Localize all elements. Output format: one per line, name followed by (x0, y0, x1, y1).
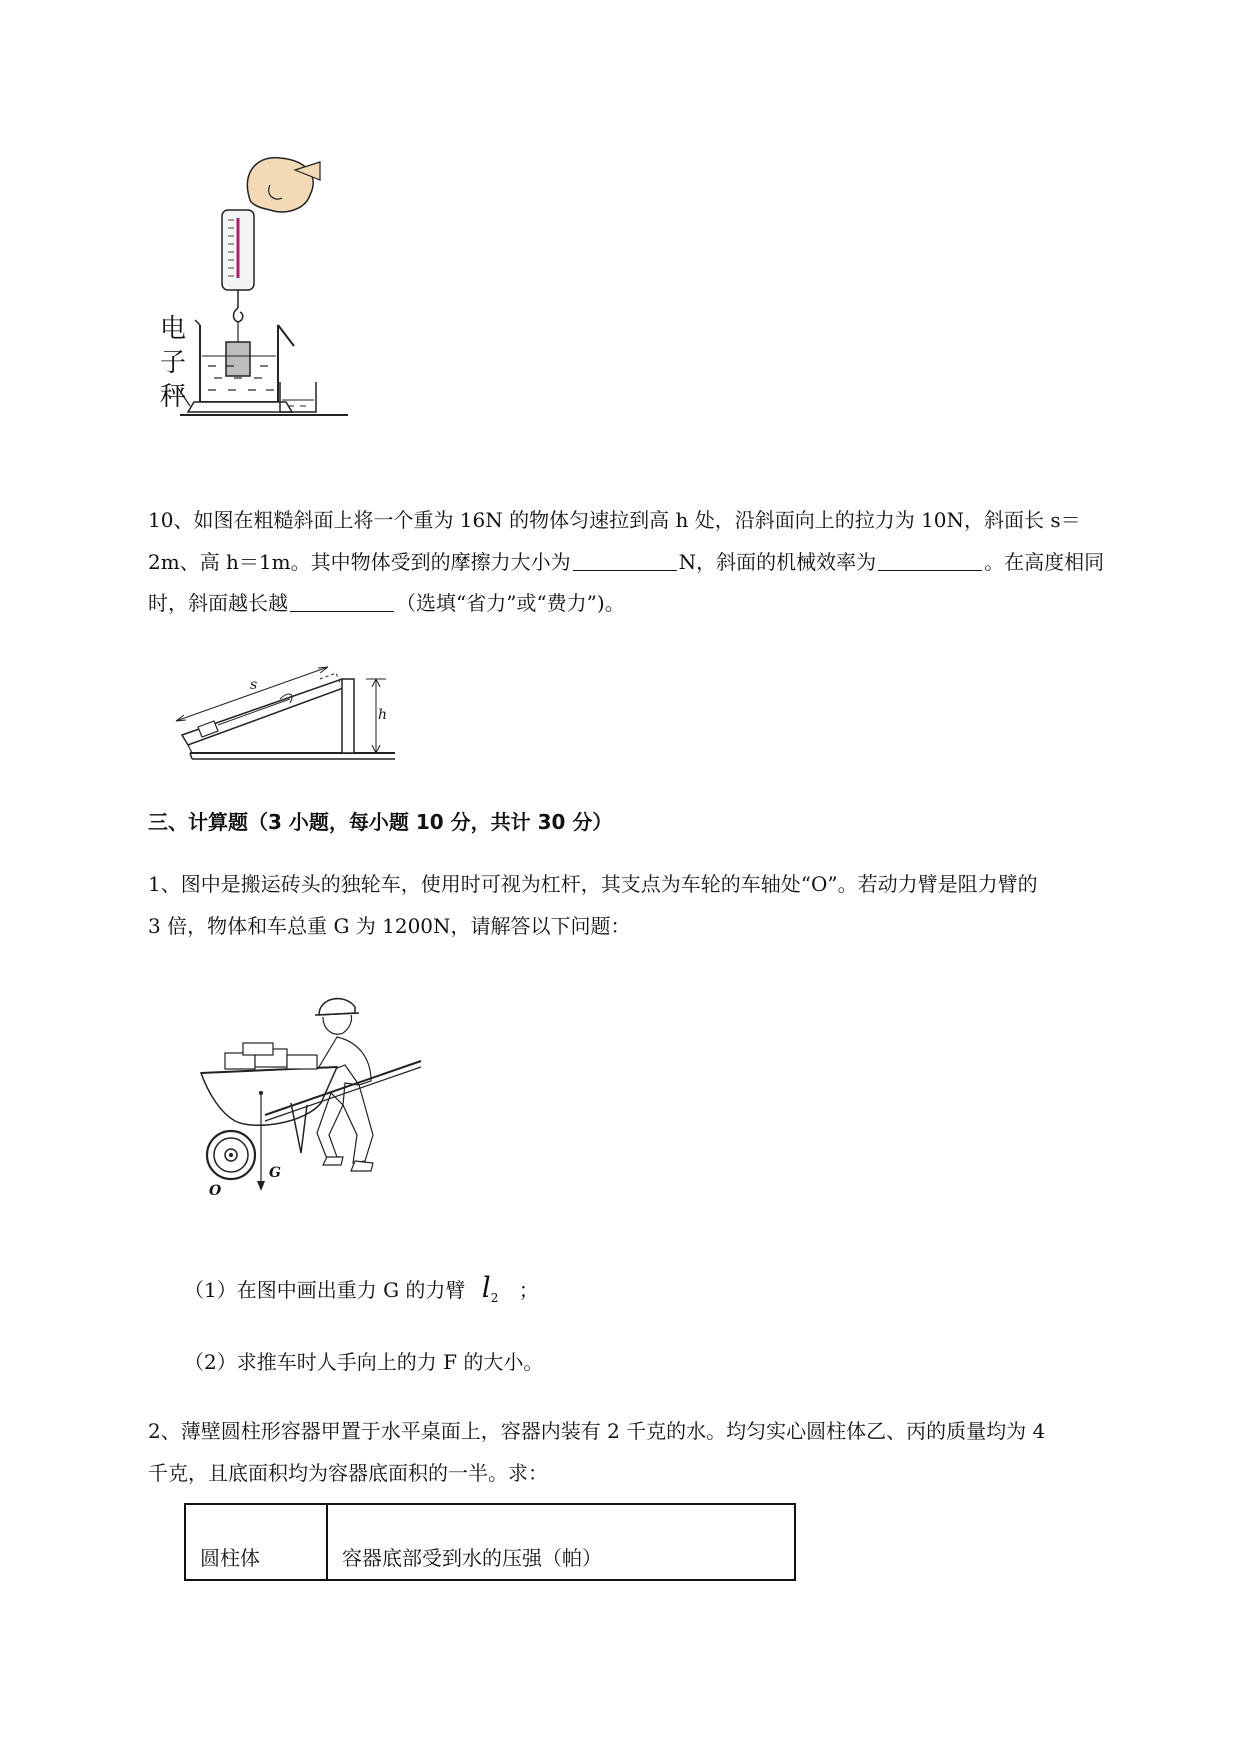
q10-text: N，斜面的机械效率为 (678, 550, 877, 574)
table-header-pressure: 容器底部受到水的压强（帕） (327, 1504, 795, 1580)
q10-line3 (148, 589, 625, 617)
calc2-line2: 千克，且底面积均为容器底面积的一半。求： (148, 1461, 548, 1485)
scale-label-char: 秤 (160, 382, 187, 412)
incline-label-s: s (250, 677, 258, 693)
q10-text: 。在高度相同 (984, 550, 1105, 574)
calc1-line2: 3 倍，物体和车总重 G 为 1200N，请解答以下问题： (148, 914, 631, 938)
answer-blank-efficiency[interactable] (878, 550, 982, 571)
calc1-part2: （2）求推车时人手向上的力 F 的大小。 (184, 1350, 544, 1374)
part1-end: ； (518, 1278, 539, 1302)
q10-text: （选填“省力”或“费力”)。 (396, 591, 625, 615)
answer-blank-friction[interactable] (573, 550, 677, 571)
wheelbarrow-label-g: G (269, 1165, 281, 1181)
scale-label (160, 312, 186, 414)
incline-label-h: h (378, 707, 388, 723)
calc1-part1 (184, 1271, 539, 1312)
figure-wheelbarrow (195, 985, 435, 1205)
answer-blank-effort[interactable] (290, 591, 394, 612)
q10-text: 时，斜面越长越 (148, 591, 288, 615)
q10-line1: 10、如图在粗糙斜面上将一个重为 16N 的物体匀速拉到高 h 处，沿斜面向上的拉力为 10N，斜面长 s＝ (148, 508, 1081, 532)
q10-line2 (148, 548, 1104, 576)
lever-arm-subscript: 2 (490, 1291, 499, 1305)
calc1-line1: 1、图中是搬运砖头的独轮车，使用时可视为杠杆，其支点为车轮的车轴处“O”。若动力臂是阻力臂的 (148, 872, 1038, 896)
scale-label-char: 子 (160, 348, 187, 378)
section-heading: 三、计算题（3 小题，每小题 10 分，共计 30 分） (148, 810, 613, 834)
part1-text: （1）在图中画出重力 G 的力臂 (184, 1278, 466, 1302)
scale-label-char: 电 (160, 314, 187, 344)
lever-arm-symbol: l (481, 1271, 491, 1304)
figure-spring-scale (160, 150, 400, 470)
data-table (184, 1503, 796, 1581)
figure-incline (170, 655, 410, 765)
q10-text: 2m、高 h＝1m。其中物体受到的摩擦力大小为 (148, 550, 571, 574)
table-row (185, 1504, 795, 1580)
calc2-line1: 2、薄壁圆柱形容器甲置于水平桌面上，容器内装有 2 千克的水。均匀实心圆柱体乙、丙的质量均为 4 (148, 1419, 1046, 1443)
wheelbarrow-label-o: O (209, 1183, 222, 1199)
table-header-cylinder: 圆柱体 (185, 1504, 327, 1580)
